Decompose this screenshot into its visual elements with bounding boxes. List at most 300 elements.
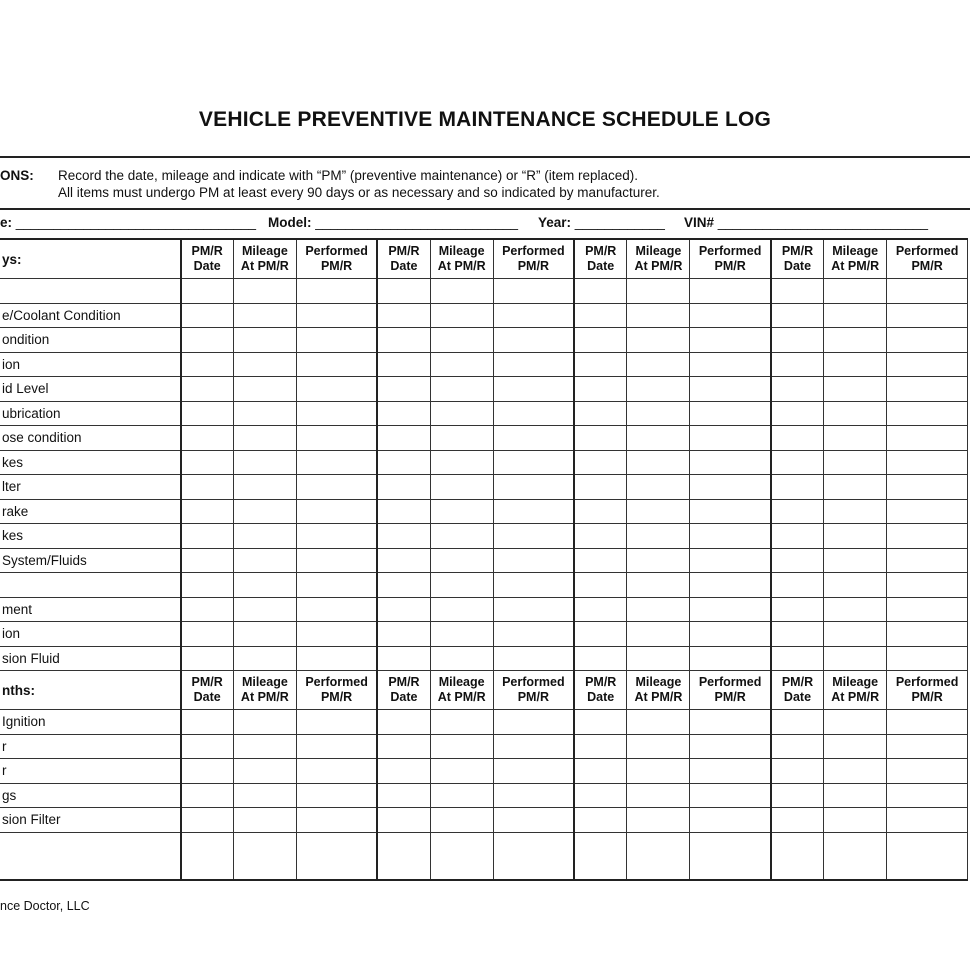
make-blank[interactable]: ________________________________ bbox=[15, 215, 257, 230]
log-entry-cell[interactable] bbox=[181, 622, 234, 647]
log-entry-cell[interactable] bbox=[771, 832, 824, 880]
log-entry-cell[interactable] bbox=[493, 710, 574, 735]
log-entry-cell[interactable] bbox=[296, 597, 377, 622]
log-entry-cell[interactable] bbox=[824, 710, 887, 735]
table-row bbox=[0, 279, 968, 304]
log-entry-cell[interactable] bbox=[296, 328, 377, 353]
log-entry-cell[interactable] bbox=[181, 303, 234, 328]
log-entry-cell[interactable] bbox=[377, 426, 430, 451]
log-entry-cell[interactable] bbox=[887, 783, 968, 808]
log-entry-cell[interactable] bbox=[690, 759, 771, 784]
log-entry-cell[interactable] bbox=[430, 783, 493, 808]
log-entry-cell[interactable] bbox=[493, 303, 574, 328]
log-entry-cell[interactable] bbox=[296, 548, 377, 573]
log-entry-cell[interactable] bbox=[627, 622, 690, 647]
log-entry-cell[interactable] bbox=[296, 622, 377, 647]
log-entry-cell[interactable] bbox=[690, 622, 771, 647]
log-entry-cell[interactable] bbox=[771, 426, 824, 451]
log-entry-cell[interactable] bbox=[627, 499, 690, 524]
log-entry-cell[interactable] bbox=[377, 303, 430, 328]
log-entry-cell[interactable] bbox=[824, 597, 887, 622]
log-entry-cell[interactable] bbox=[493, 783, 574, 808]
log-entry-cell[interactable] bbox=[493, 499, 574, 524]
log-entry-cell[interactable] bbox=[493, 328, 574, 353]
log-entry-cell[interactable] bbox=[824, 646, 887, 671]
log-entry-cell[interactable] bbox=[430, 426, 493, 451]
log-entry-cell[interactable] bbox=[296, 710, 377, 735]
log-entry-cell[interactable] bbox=[887, 759, 968, 784]
log-entry-cell[interactable] bbox=[627, 352, 690, 377]
log-entry-cell[interactable] bbox=[377, 622, 430, 647]
log-entry-cell[interactable] bbox=[627, 646, 690, 671]
log-entry-cell[interactable] bbox=[887, 279, 968, 304]
log-entry-cell[interactable] bbox=[377, 646, 430, 671]
log-entry-cell[interactable] bbox=[690, 783, 771, 808]
log-entry-cell[interactable] bbox=[296, 377, 377, 402]
log-entry-cell[interactable] bbox=[430, 328, 493, 353]
log-entry-cell[interactable] bbox=[771, 303, 824, 328]
log-entry-cell[interactable] bbox=[296, 646, 377, 671]
log-entry-cell[interactable] bbox=[377, 524, 430, 549]
log-entry-cell[interactable] bbox=[627, 475, 690, 500]
log-entry-cell[interactable] bbox=[690, 499, 771, 524]
log-entry-cell[interactable] bbox=[377, 710, 430, 735]
log-entry-cell[interactable] bbox=[824, 808, 887, 833]
log-entry-cell[interactable] bbox=[233, 279, 296, 304]
item-name-text: sion Filter bbox=[2, 812, 61, 828]
log-entry-cell[interactable] bbox=[824, 303, 887, 328]
log-entry-cell[interactable] bbox=[627, 548, 690, 573]
log-entry-cell[interactable] bbox=[574, 524, 627, 549]
item-name-text: r bbox=[2, 738, 7, 754]
log-entry-cell[interactable] bbox=[430, 710, 493, 735]
log-entry-cell[interactable] bbox=[181, 573, 234, 598]
column-header-line-2: At PM/R bbox=[437, 690, 486, 704]
item-name-text: ondition bbox=[2, 332, 50, 348]
log-entry-cell[interactable] bbox=[493, 734, 574, 759]
log-entry-cell[interactable] bbox=[296, 734, 377, 759]
log-entry-cell[interactable] bbox=[296, 524, 377, 549]
log-entry-cell[interactable] bbox=[181, 759, 234, 784]
log-entry-cell[interactable] bbox=[771, 783, 824, 808]
log-entry-cell[interactable] bbox=[377, 352, 430, 377]
log-entry-cell[interactable] bbox=[824, 475, 887, 500]
item-name-text: Ignition bbox=[2, 714, 46, 730]
log-entry-cell[interactable] bbox=[627, 710, 690, 735]
log-entry-cell[interactable] bbox=[824, 734, 887, 759]
log-entry-cell[interactable] bbox=[574, 426, 627, 451]
log-entry-cell[interactable] bbox=[627, 279, 690, 304]
log-entry-cell[interactable] bbox=[493, 279, 574, 304]
log-entry-cell[interactable] bbox=[181, 426, 234, 451]
log-entry-cell[interactable] bbox=[233, 573, 296, 598]
log-entry-cell[interactable] bbox=[887, 573, 968, 598]
log-entry-cell[interactable] bbox=[627, 832, 690, 880]
log-entry-cell[interactable] bbox=[430, 475, 493, 500]
log-entry-cell[interactable] bbox=[574, 328, 627, 353]
log-entry-cell[interactable] bbox=[627, 573, 690, 598]
log-entry-cell[interactable] bbox=[771, 328, 824, 353]
log-entry-cell[interactable] bbox=[771, 524, 824, 549]
log-entry-cell[interactable] bbox=[824, 401, 887, 426]
log-entry-cell[interactable] bbox=[887, 548, 968, 573]
log-entry-cell[interactable] bbox=[574, 597, 627, 622]
log-entry-cell[interactable] bbox=[574, 759, 627, 784]
log-entry-cell[interactable] bbox=[181, 597, 234, 622]
log-entry-cell[interactable] bbox=[233, 401, 296, 426]
log-entry-cell[interactable] bbox=[233, 377, 296, 402]
log-entry-cell[interactable] bbox=[574, 450, 627, 475]
log-entry-cell[interactable] bbox=[887, 734, 968, 759]
column-header-line-2: At PM/R bbox=[831, 690, 880, 704]
log-entry-cell[interactable] bbox=[181, 808, 234, 833]
section-label bbox=[0, 671, 181, 710]
log-entry-cell[interactable] bbox=[771, 279, 824, 304]
log-entry-cell[interactable] bbox=[377, 377, 430, 402]
log-entry-cell[interactable] bbox=[181, 646, 234, 671]
log-entry-cell[interactable] bbox=[296, 499, 377, 524]
log-entry-cell[interactable] bbox=[493, 524, 574, 549]
item-name bbox=[0, 548, 181, 573]
log-entry-cell[interactable] bbox=[493, 759, 574, 784]
column-header-line-2: Date bbox=[587, 690, 615, 704]
log-entry-cell[interactable] bbox=[771, 646, 824, 671]
log-entry-cell[interactable] bbox=[887, 426, 968, 451]
log-entry-cell[interactable] bbox=[574, 646, 627, 671]
log-entry-cell[interactable] bbox=[690, 710, 771, 735]
log-entry-cell[interactable] bbox=[430, 832, 493, 880]
log-entry-cell[interactable] bbox=[771, 475, 824, 500]
log-entry-cell[interactable] bbox=[181, 734, 234, 759]
log-entry-cell[interactable] bbox=[771, 597, 824, 622]
log-entry-cell[interactable] bbox=[771, 710, 824, 735]
log-entry-cell[interactable] bbox=[824, 622, 887, 647]
log-entry-cell[interactable] bbox=[296, 759, 377, 784]
log-entry-cell[interactable] bbox=[690, 303, 771, 328]
log-entry-cell[interactable] bbox=[296, 573, 377, 598]
log-entry-cell[interactable] bbox=[233, 597, 296, 622]
log-entry-cell[interactable] bbox=[771, 548, 824, 573]
log-entry-cell[interactable] bbox=[181, 783, 234, 808]
log-entry-cell[interactable] bbox=[887, 622, 968, 647]
column-header-performed bbox=[887, 671, 968, 710]
log-entry-cell[interactable] bbox=[771, 499, 824, 524]
log-entry-cell[interactable] bbox=[181, 548, 234, 573]
log-entry-cell[interactable] bbox=[887, 401, 968, 426]
log-entry-cell[interactable] bbox=[574, 279, 627, 304]
log-entry-cell[interactable] bbox=[887, 499, 968, 524]
log-entry-cell[interactable] bbox=[574, 475, 627, 500]
item-name bbox=[0, 303, 181, 328]
log-entry-cell[interactable] bbox=[377, 734, 430, 759]
log-entry-cell[interactable] bbox=[574, 401, 627, 426]
column-header-line-1: Mileage bbox=[241, 244, 288, 258]
log-entry-cell[interactable] bbox=[377, 597, 430, 622]
log-entry-cell[interactable] bbox=[493, 808, 574, 833]
log-entry-cell[interactable] bbox=[233, 832, 296, 880]
log-entry-cell[interactable] bbox=[296, 426, 377, 451]
log-entry-cell[interactable] bbox=[430, 548, 493, 573]
log-entry-cell[interactable] bbox=[887, 597, 968, 622]
log-entry-cell[interactable] bbox=[627, 426, 690, 451]
log-entry-cell[interactable] bbox=[887, 832, 968, 880]
log-entry-cell[interactable] bbox=[627, 597, 690, 622]
log-entry-cell[interactable] bbox=[771, 352, 824, 377]
log-entry-cell[interactable] bbox=[771, 401, 824, 426]
log-entry-cell[interactable] bbox=[690, 524, 771, 549]
log-entry-cell[interactable] bbox=[296, 450, 377, 475]
log-entry-cell[interactable] bbox=[493, 352, 574, 377]
log-entry-cell[interactable] bbox=[430, 279, 493, 304]
log-entry-cell[interactable] bbox=[690, 279, 771, 304]
make-field bbox=[0, 215, 256, 230]
log-entry-cell[interactable] bbox=[296, 352, 377, 377]
log-entry-cell[interactable] bbox=[430, 597, 493, 622]
vin-blank[interactable]: ____________________________ bbox=[717, 215, 929, 230]
log-entry-cell[interactable] bbox=[824, 783, 887, 808]
item-name bbox=[0, 783, 181, 808]
log-entry-cell[interactable] bbox=[824, 832, 887, 880]
log-entry-cell[interactable] bbox=[430, 734, 493, 759]
log-entry-cell[interactable] bbox=[296, 832, 377, 880]
column-header-line-2: PM/R bbox=[714, 259, 746, 273]
item-name bbox=[0, 475, 181, 500]
log-entry-cell[interactable] bbox=[887, 710, 968, 735]
log-entry-cell[interactable] bbox=[771, 759, 824, 784]
log-entry-cell[interactable] bbox=[181, 475, 234, 500]
log-entry-cell[interactable] bbox=[377, 279, 430, 304]
log-entry-cell[interactable] bbox=[233, 783, 296, 808]
year-field bbox=[538, 215, 665, 230]
log-entry-cell[interactable] bbox=[574, 783, 627, 808]
log-entry-cell[interactable] bbox=[233, 450, 296, 475]
log-entry-cell[interactable] bbox=[430, 524, 493, 549]
item-name bbox=[0, 832, 181, 880]
log-entry-cell[interactable] bbox=[181, 328, 234, 353]
log-entry-cell[interactable] bbox=[296, 279, 377, 304]
column-header-line-2: PM/R bbox=[517, 690, 549, 704]
log-entry-cell[interactable] bbox=[824, 499, 887, 524]
log-entry-cell[interactable] bbox=[377, 328, 430, 353]
log-entry-cell[interactable] bbox=[690, 475, 771, 500]
log-entry-cell[interactable] bbox=[296, 303, 377, 328]
log-entry-cell[interactable] bbox=[493, 450, 574, 475]
log-entry-cell[interactable] bbox=[493, 548, 574, 573]
log-entry-cell[interactable] bbox=[233, 759, 296, 784]
log-entry-cell[interactable] bbox=[824, 279, 887, 304]
log-entry-cell[interactable] bbox=[233, 548, 296, 573]
log-entry-cell[interactable] bbox=[430, 377, 493, 402]
log-entry-cell[interactable] bbox=[887, 524, 968, 549]
log-entry-cell[interactable] bbox=[574, 622, 627, 647]
log-entry-cell[interactable] bbox=[430, 352, 493, 377]
log-entry-cell[interactable] bbox=[181, 710, 234, 735]
table-row bbox=[0, 401, 968, 426]
log-entry-cell[interactable] bbox=[574, 734, 627, 759]
year-blank[interactable]: ____________ bbox=[574, 215, 665, 230]
log-entry-cell[interactable] bbox=[377, 573, 430, 598]
log-entry-cell[interactable] bbox=[627, 759, 690, 784]
log-entry-cell[interactable] bbox=[690, 377, 771, 402]
log-entry-cell[interactable] bbox=[627, 328, 690, 353]
log-entry-cell[interactable] bbox=[430, 450, 493, 475]
log-entry-cell[interactable] bbox=[690, 597, 771, 622]
log-entry-cell[interactable] bbox=[233, 808, 296, 833]
log-entry-cell[interactable] bbox=[771, 450, 824, 475]
log-entry-cell[interactable] bbox=[377, 783, 430, 808]
log-entry-cell[interactable] bbox=[690, 401, 771, 426]
log-entry-cell[interactable] bbox=[690, 426, 771, 451]
log-entry-cell[interactable] bbox=[233, 426, 296, 451]
log-entry-cell[interactable] bbox=[574, 499, 627, 524]
log-entry-cell[interactable] bbox=[824, 524, 887, 549]
log-entry-cell[interactable] bbox=[430, 808, 493, 833]
log-entry-cell[interactable] bbox=[627, 524, 690, 549]
log-entry-cell[interactable] bbox=[887, 450, 968, 475]
log-entry-cell[interactable] bbox=[181, 832, 234, 880]
log-entry-cell[interactable] bbox=[771, 573, 824, 598]
log-entry-cell[interactable] bbox=[824, 352, 887, 377]
column-header-line-1: PM/R bbox=[191, 244, 223, 258]
log-entry-cell[interactable] bbox=[824, 450, 887, 475]
log-entry-cell[interactable] bbox=[771, 808, 824, 833]
log-entry-cell[interactable] bbox=[233, 328, 296, 353]
log-entry-cell[interactable] bbox=[377, 832, 430, 880]
log-entry-cell[interactable] bbox=[181, 499, 234, 524]
log-entry-cell[interactable] bbox=[690, 450, 771, 475]
log-entry-cell[interactable] bbox=[493, 832, 574, 880]
table-row bbox=[0, 597, 968, 622]
log-entry-cell[interactable] bbox=[430, 303, 493, 328]
log-entry-cell[interactable] bbox=[181, 377, 234, 402]
column-header-line-2: At PM/R bbox=[831, 259, 880, 273]
log-entry-cell[interactable] bbox=[181, 352, 234, 377]
log-entry-cell[interactable] bbox=[690, 573, 771, 598]
log-entry-cell[interactable] bbox=[233, 646, 296, 671]
log-entry-cell[interactable] bbox=[377, 759, 430, 784]
log-entry-cell[interactable] bbox=[627, 377, 690, 402]
log-entry-cell[interactable] bbox=[574, 832, 627, 880]
log-entry-cell[interactable] bbox=[493, 475, 574, 500]
log-entry-cell[interactable] bbox=[493, 426, 574, 451]
log-entry-cell[interactable] bbox=[493, 401, 574, 426]
log-entry-cell[interactable] bbox=[181, 401, 234, 426]
column-header-performed bbox=[887, 239, 968, 279]
section-label-text: ys: bbox=[2, 251, 22, 267]
log-entry-cell[interactable] bbox=[493, 597, 574, 622]
log-entry-cell[interactable] bbox=[824, 573, 887, 598]
log-entry-cell[interactable] bbox=[493, 573, 574, 598]
log-entry-cell[interactable] bbox=[233, 352, 296, 377]
log-entry-cell[interactable] bbox=[690, 646, 771, 671]
log-entry-cell[interactable] bbox=[824, 548, 887, 573]
log-entry-cell[interactable] bbox=[493, 377, 574, 402]
log-entry-cell[interactable] bbox=[690, 832, 771, 880]
log-entry-cell[interactable] bbox=[627, 401, 690, 426]
log-entry-cell[interactable] bbox=[430, 499, 493, 524]
log-entry-cell[interactable] bbox=[430, 646, 493, 671]
log-entry-cell[interactable] bbox=[574, 303, 627, 328]
table-row bbox=[0, 377, 968, 402]
log-entry-cell[interactable] bbox=[887, 377, 968, 402]
log-entry-cell[interactable] bbox=[296, 401, 377, 426]
log-entry-cell[interactable] bbox=[181, 279, 234, 304]
log-entry-cell[interactable] bbox=[233, 524, 296, 549]
column-header-line-2: Date bbox=[193, 690, 221, 704]
log-entry-cell[interactable] bbox=[574, 710, 627, 735]
log-entry-cell[interactable] bbox=[824, 426, 887, 451]
log-entry-cell[interactable] bbox=[493, 646, 574, 671]
log-entry-cell[interactable] bbox=[377, 475, 430, 500]
log-entry-cell[interactable] bbox=[887, 808, 968, 833]
log-entry-cell[interactable] bbox=[887, 646, 968, 671]
model-blank[interactable]: ___________________________ bbox=[315, 215, 518, 230]
log-entry-cell[interactable] bbox=[887, 303, 968, 328]
table-row bbox=[0, 352, 968, 377]
log-entry-cell[interactable] bbox=[824, 377, 887, 402]
log-entry-cell[interactable] bbox=[430, 622, 493, 647]
log-entry-cell[interactable] bbox=[233, 499, 296, 524]
log-entry-cell[interactable] bbox=[627, 450, 690, 475]
log-entry-cell[interactable] bbox=[887, 328, 968, 353]
log-entry-cell[interactable] bbox=[377, 499, 430, 524]
log-entry-cell[interactable] bbox=[574, 808, 627, 833]
log-entry-cell[interactable] bbox=[824, 328, 887, 353]
log-entry-cell[interactable] bbox=[233, 622, 296, 647]
header-divider bbox=[0, 156, 970, 158]
log-entry-cell[interactable] bbox=[771, 734, 824, 759]
log-entry-cell[interactable] bbox=[771, 622, 824, 647]
log-entry-cell[interactable] bbox=[233, 710, 296, 735]
log-entry-cell[interactable] bbox=[233, 475, 296, 500]
log-entry-cell[interactable] bbox=[574, 548, 627, 573]
log-entry-cell[interactable] bbox=[824, 759, 887, 784]
log-entry-cell[interactable] bbox=[181, 524, 234, 549]
log-entry-cell[interactable] bbox=[377, 808, 430, 833]
log-entry-cell[interactable] bbox=[233, 303, 296, 328]
log-entry-cell[interactable] bbox=[296, 808, 377, 833]
log-entry-cell[interactable] bbox=[690, 548, 771, 573]
log-entry-cell[interactable] bbox=[296, 783, 377, 808]
log-entry-cell[interactable] bbox=[690, 808, 771, 833]
log-entry-cell[interactable] bbox=[574, 573, 627, 598]
log-entry-cell[interactable] bbox=[296, 475, 377, 500]
log-entry-cell[interactable] bbox=[627, 303, 690, 328]
log-entry-cell[interactable] bbox=[627, 808, 690, 833]
log-entry-cell[interactable] bbox=[690, 328, 771, 353]
log-entry-cell[interactable] bbox=[377, 450, 430, 475]
log-entry-cell[interactable] bbox=[574, 377, 627, 402]
log-entry-cell[interactable] bbox=[430, 401, 493, 426]
log-entry-cell[interactable] bbox=[430, 759, 493, 784]
log-entry-cell[interactable] bbox=[627, 734, 690, 759]
log-entry-cell[interactable] bbox=[574, 352, 627, 377]
log-entry-cell[interactable] bbox=[181, 450, 234, 475]
log-entry-cell[interactable] bbox=[771, 377, 824, 402]
instructions-label: ONS: bbox=[0, 168, 34, 183]
log-entry-cell[interactable] bbox=[493, 622, 574, 647]
log-entry-cell[interactable] bbox=[430, 573, 493, 598]
log-entry-cell[interactable] bbox=[627, 783, 690, 808]
log-entry-cell[interactable] bbox=[377, 548, 430, 573]
log-entry-cell[interactable] bbox=[887, 475, 968, 500]
item-name bbox=[0, 499, 181, 524]
log-entry-cell[interactable] bbox=[887, 352, 968, 377]
log-entry-cell[interactable] bbox=[690, 734, 771, 759]
log-entry-cell[interactable] bbox=[377, 401, 430, 426]
log-entry-cell[interactable] bbox=[233, 734, 296, 759]
log-entry-cell[interactable] bbox=[690, 352, 771, 377]
